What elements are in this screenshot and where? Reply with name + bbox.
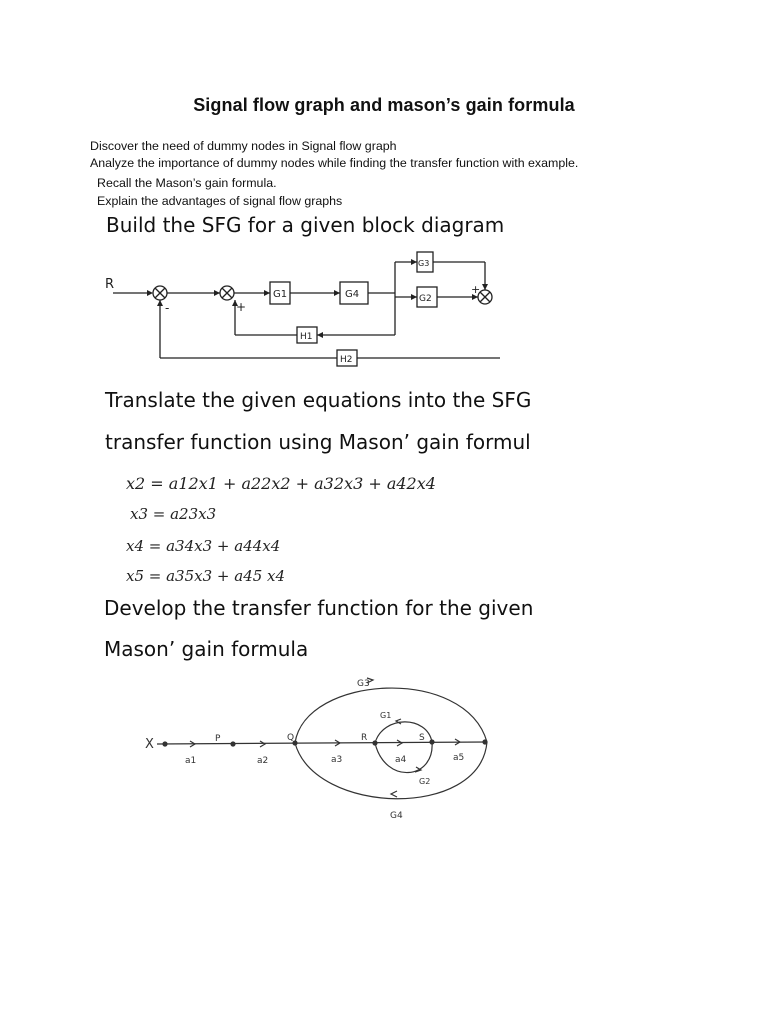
objective-1: Discover the need of dummy nodes in Signal flow graph	[90, 139, 397, 153]
question-3-heading: Develop the transfer function for the given	[104, 596, 534, 620]
label-g3: G3	[418, 259, 430, 268]
label-a5: a5	[453, 753, 465, 763]
question-2-heading: Translate the given equations into the SFG	[105, 388, 532, 412]
label-input: R	[105, 277, 115, 292]
label-s: S	[419, 733, 425, 743]
objective-2: Analyze the importance of dummy nodes while finding the transfer function with example.	[90, 156, 579, 170]
label-g2: G2	[419, 777, 431, 786]
summing-junction-1	[153, 286, 167, 300]
label-p: P	[215, 734, 221, 744]
label-r: R	[361, 733, 368, 743]
label-q: Q	[287, 733, 295, 743]
label-g1: G1	[273, 289, 288, 300]
question-2-subheading: transfer function using Mason’ gain formul	[105, 430, 531, 454]
label-a2: a2	[257, 756, 269, 766]
summing-junction-2	[220, 286, 234, 300]
label-minus: -	[165, 301, 170, 315]
label-h2: H2	[340, 355, 353, 365]
branch-g4	[295, 742, 487, 799]
document-title: Signal flow graph and mason’s gain formula	[193, 95, 575, 115]
label-g4: G4	[345, 289, 360, 300]
arrow-g4	[391, 791, 397, 797]
label-a4: a4	[395, 755, 407, 765]
label-x: X	[145, 737, 154, 752]
equation-2: x3 = a23x3	[130, 505, 217, 523]
arrow-a2	[260, 741, 265, 747]
block-diagram	[95, 240, 500, 385]
objective-3: Recall the Mason’s gain formula.	[97, 176, 277, 190]
equation-1: x2 = a12x1 + a22x2 + a32x3 + a42x4	[126, 474, 436, 493]
label-g1: G1	[380, 711, 392, 720]
question-3-subheading: Mason’ gain formula	[104, 637, 309, 661]
signal-flow-graph	[135, 670, 505, 830]
objective-4: Explain the advantages of signal flow graphs	[97, 194, 343, 208]
forward-path	[157, 742, 487, 744]
label-a1: a1	[185, 756, 197, 766]
label-g4: G4	[390, 811, 403, 821]
equation-4: x5 = a35x3 + a45 x4	[126, 567, 286, 585]
label-g2: G2	[419, 294, 432, 304]
label-a3: a3	[331, 755, 343, 765]
node-x	[163, 742, 167, 746]
label-plus-1: +	[236, 300, 247, 314]
equation-3: x4 = a34x3 + a44x4	[126, 537, 281, 555]
node-p	[231, 742, 235, 746]
label-g3: G3	[357, 679, 370, 689]
arrow	[147, 290, 153, 296]
question-1-heading: Build the SFG for a given block diagram	[106, 213, 505, 237]
label-h1: H1	[300, 332, 313, 342]
label-plus-2: +	[471, 283, 481, 296]
